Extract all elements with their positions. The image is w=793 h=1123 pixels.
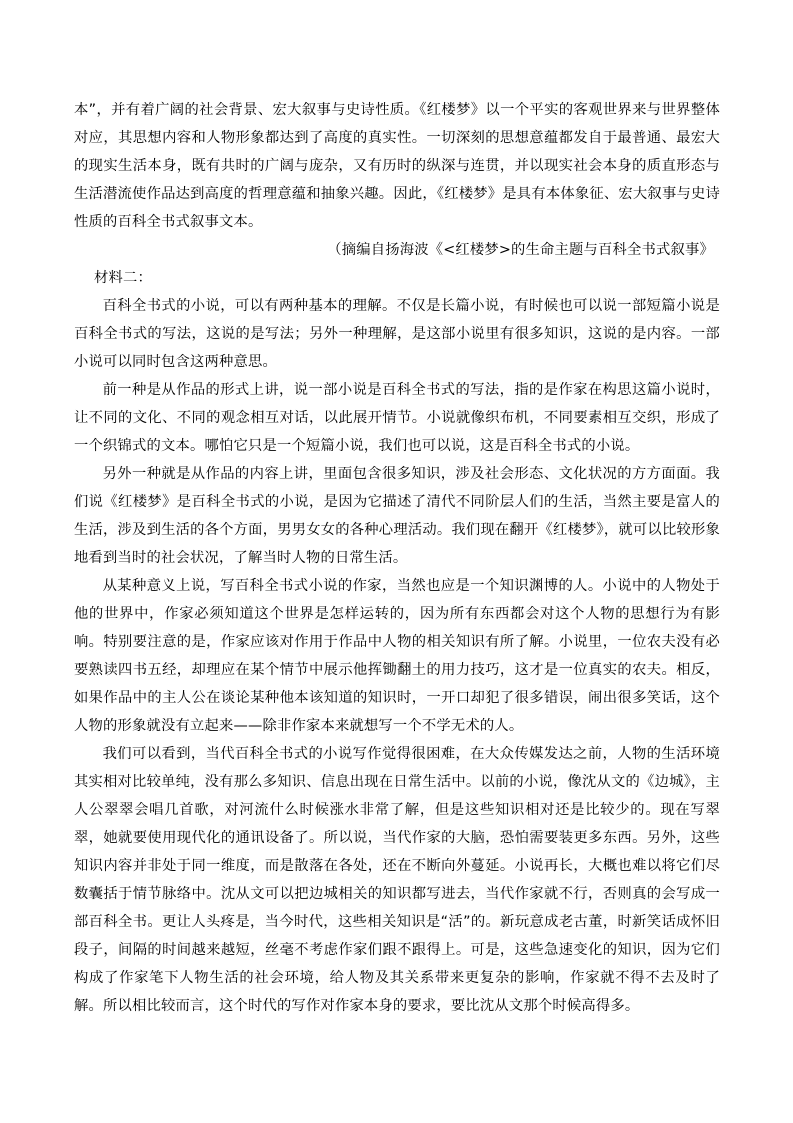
material-two-paragraph-4: 从某种意义上说，写百科全书式小说的作家，当然也应是一个知识渊博的人。小说中的人物处于他的世界中，作家必须知道这个世界是怎样运转的，因为所有东西都会对这个人物的思想行为有影响。特别要注意的是，作家应该对作用于作品中人物的相关知识有所了解。小说里，一位农夫没有必要熟读四书五经，却理应在某个情节中展示他挥锄翻土的用力技巧，这才是一位真实的农夫。相反，如果作品中的主人公在谈论某种他本该知道的知识时，一开口却犯了很多错误，闹出很多笑话，这个人物的形象就没有立起来——除非作家本来就想写一个不学无术的人。 bbox=[74, 578, 720, 734]
document-page bbox=[74, 96, 720, 1020]
material-two-paragraph-5: 我们可以看到，当代百科全书式的小说写作觉得很困难，在大众传媒发达之前，人物的生活环境其实相对比较单纯，没有那么多知识、信息出现在日常生活中。以前的小说，像沈从文的《边城》，主人公翠翠会唱几首歌，对河流什么时候涨水非常了解，但是这些知识相对还是比较少的。现在写翠翠，她就要使用现代化的通讯设备了。所以说，当代作家的大脑，恐怕需要装更多东西。另外，这些知识内容并非处于同一维度，而是散落在各处，还在不断向外蔓延。小说再长，大概也难以将它们尽数囊括于情节脉络中。沈从文可以把边城相关的知识都写进去，当代作家就不行，否则真的会写成一部百科全书。更让人头疼是，当今时代，这些相关知识是“活”的。新玩意成老古董，时新笑话成怀旧段子，间隔的时间越来越短，丝毫不考虑作家们跟不跟得上。可是，这些急速变化的知识，因为它们构成了作家笔下人物生活的社会环境，给人物及其关系带来更复杂的影响，作家就不得不去及时了解。所以相比较而言，这个时代的写作对作家本身的要求，要比沈从文那个时候高得多。 bbox=[74, 746, 720, 1014]
material-one-closing-paragraph: 本”，并有着广阔的社会背景、宏大叙事与史诗性质。《红楼梦》以一个平实的客观世界来与世界整体对应，其思想内容和人物形象都达到了高度的真实性。一切深刻的思想意蕴都发自于最普通、最宏大的现实生活本身，既有共时的广阔与庞杂，又有历时的纵深与连贯，并以现实社会本身的质直形态与生活潜流使作品达到高度的哲理意蕴和抽象兴趣。因此，《红楼梦》是具有本体象征、宏大叙事与史诗性质的百科全书式叙事文本。 bbox=[74, 102, 720, 230]
material-two-paragraph-2: 前一种是从作品的形式上讲，说一部小说是百科全书式的写法，指的是作家在构思这篇小说时，让不同的文化、不同的观念相互对话，以此展开情节。小说就像织布机，不同要素相互交织，形成了一个织锦式的文本。哪怕它只是一个短篇小说，我们也可以说，这是百科全书式的小说。 bbox=[74, 382, 720, 454]
source-citation: （摘编自扬海波《<红楼梦>的生命主题与百科全书式叙事》 bbox=[327, 242, 714, 258]
material-two-paragraph-1: 百科全书式的小说，可以有两种基本的理解。不仅是长篇小说，有时候也可以说一部短篇小说是百科全书式的写法，这说的是写法；另外一种理解，是这部小说里有很多知识，这说的是内容。一部小说可以同时包含这两种意思。 bbox=[74, 298, 720, 370]
material-two-paragraph-3: 另外一种就是从作品的内容上讲，里面包含很多知识，涉及社会形态、文化状况的方方面面。我们说《红楼梦》是百科全书式的小说，是因为它描述了清代不同阶层人们的生活，当然主要是富人的生活，涉及到生活的各个方面，男男女女的各种心理活动。我们现在翻开《红楼梦》，就可以比较形象地看到当时的社会状况，了解当时人物的日常生活。 bbox=[74, 466, 720, 566]
material-two-heading: 材料二： bbox=[94, 270, 153, 286]
